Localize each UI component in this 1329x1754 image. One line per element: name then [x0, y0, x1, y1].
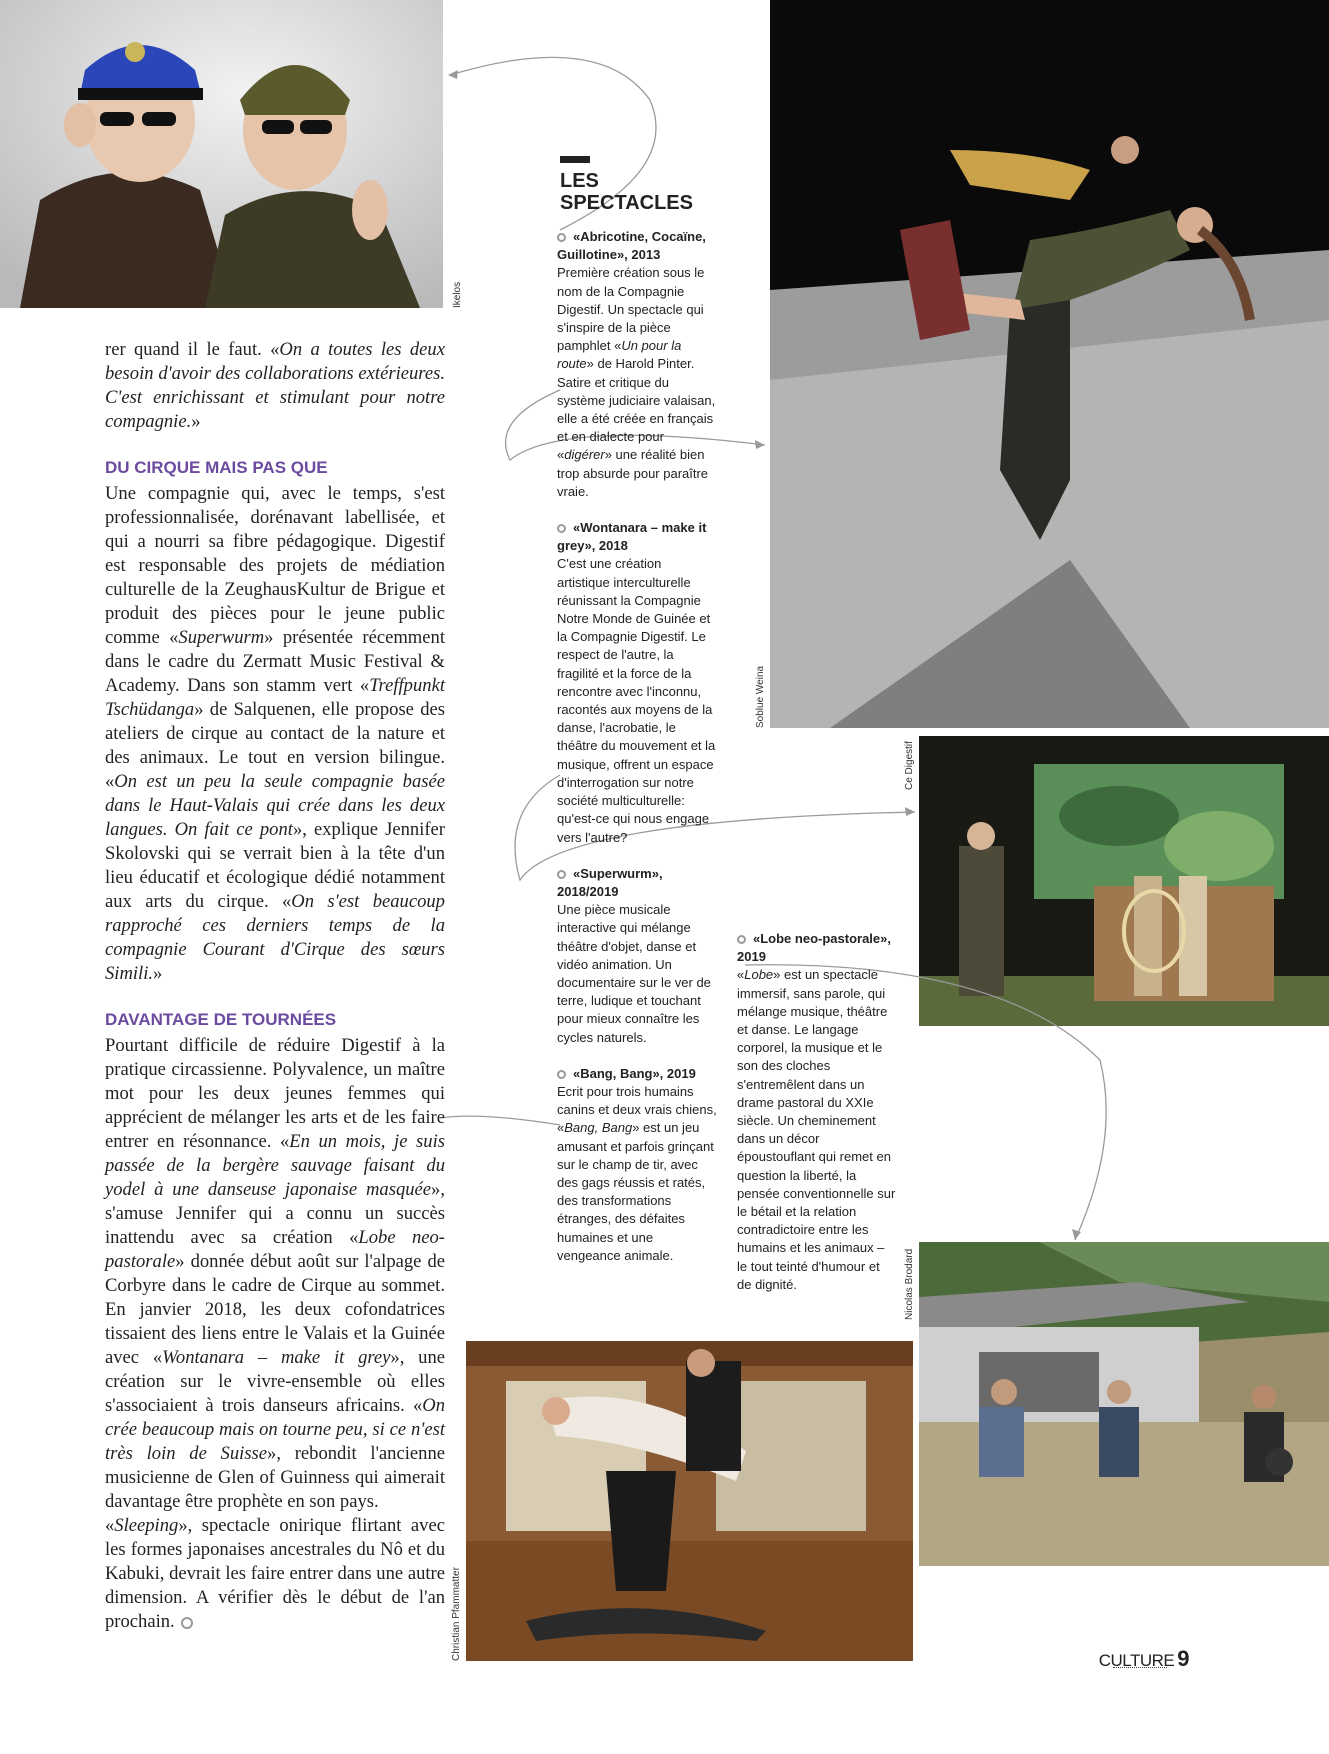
bullet-icon — [737, 935, 746, 944]
bullet-icon — [557, 524, 566, 533]
subheading-cirque: DU CIRQUE MAIS PAS QUE — [105, 458, 328, 477]
list-item: «Abricotine, Cocaïne, Guillotine», 2013 Première création sous le nom de la Compagnie Digestif. Un spectacle qui s'inspire de la pièce pamphlet «Un pour la route» de Harold Pinter. Satire et critique du système judiciaire valaisan, elle a été créée en français et en dialecte pour «digérer» une réalité bien trop absurde pour paraître vraie. — [557, 229, 716, 499]
intro-quote: On a toutes les deux besoin d'avoir des collaborations extérieures. C'est enrichissant et stimulant pour notre compagnie. — [105, 339, 445, 432]
sidebar-heading-line2: SPECTACLES — [560, 192, 693, 214]
sidebar-heading-line1: LES — [560, 170, 599, 192]
article-body — [105, 338, 445, 1634]
intro-end: » — [191, 411, 201, 432]
sidebar-column-1 — [557, 228, 717, 1283]
footer-section: CULTURE — [1098, 1651, 1175, 1670]
end-mark-icon — [181, 1617, 193, 1629]
paragraph-tournees: Pourtant difficile de réduire Digestif à la pratique circassienne. Polyvalence, un maître mot pour les deux jeunes femmes qui apprécient de mélanger les arts et de les faire entrer en résonnance. «En un mois, je suis passée de la bergère sauvage faisant du yodel à une danseuse japonaise masquée», s'amuse Jennifer qui a connu un succès inattendu avec sa création «Lobe neo-pastorale» donnée début août sur l'alpage de Corbyre dans le cadre de Cirque au sommet. En janvier 2018, les deux cofondatrices tissaient des liens entre le Valais et la Guinée avec «Wontanara – make it grey», une création sur le vivre-ensemble où elles s'associaient à trois danseurs africains. «On crée beaucoup mais on tourne peu, si ce n'est très loin de Suisse», rebondit l'ancienne musicienne de Glen of Guinness qui aimerait davantage être prophète en son pays. — [105, 1035, 445, 1512]
bullet-icon — [557, 870, 566, 879]
sidebar-heading — [560, 170, 693, 214]
footer-rule — [1113, 1667, 1167, 1671]
paragraph-sleeping: «Sleeping», spectacle onirique flirtant avec les formes japonaises ancestrales du Nô et du Kabuki, devrait les faire entrer dans une autre dimension. A vérifier dès le début de l'an prochain. — [105, 1515, 445, 1632]
intro-paragraph — [105, 338, 445, 434]
photo-credit-outdoor: Nicolas Brodard — [904, 1248, 915, 1320]
paragraph-cirque: Une compagnie qui, avec le temps, s'est professionnalisée, dorénavant labellisée, et qui a nourri sa fibre pédagogique. Digestif est responsable des projets de médiation culturelle de la ZeughausKultur de Brigue et produit des pièces pour le jeune public comme «Superwurm» présentée récemment dans le cadre du Zermatt Music Festival & Academy. Dans son stamm vert «Treffpunkt Tschüdanga» de Salquenen, elle propose des ateliers de cirque au contact de la nature et des animaux. Le tout en version bilingue. «On est un peu la seule compagnie basée dans le Haut-Valais qui crée dans les deux langues. On fait ce pont», explique Jennifer Skolovski qui se verrait bien à la tête d'un lieu éducatif et écologique dédié notamment aux arts du cirque. «On s'est beaucoup rapproché ces derniers temps de la compagnie Courant d'Cirque des sœurs Simili.» — [105, 483, 445, 984]
photo-credit-dance-top: Soblue Weina — [755, 665, 766, 728]
photo-credit-stage-right: Ce Digestif — [904, 741, 915, 790]
list-item: «Superwurm», 2018/2019 Une pièce musicale interactive qui mélange théâtre d'objet, danse et vidéo animation. Un documentaire sur le ver de terre, ludique et touchant pour mieux connaître les cycles naturels. — [557, 865, 711, 1045]
intro-text: rer quand il le faut. « — [105, 339, 280, 360]
subheading-tournees: DAVANTAGE DE TOURNÉES — [105, 1010, 337, 1029]
sidebar-heading-bar — [560, 156, 590, 163]
list-item: «Lobe neo-pastorale», 2019 «Lobe» est un spectacle immersif, sans parole, qui mélange musique, théâtre et danse. Le langage corporel, la musique et le son des cloches s'entremêlent dans un drame pastoral du XXIe siècle. Un cheminement dans un décor époustouflant qui remet en question la liberté, la pensée conventionnelle sur le bétail et la relation contradictoire entre les humains et les animaux – le tout teinté d'humour et de dignité. — [737, 931, 896, 1292]
page-number: 9 — [1177, 1646, 1189, 1671]
list-item: «Bang, Bang», 2019 Ecrit pour trois humains canins et deux vrais chiens, «Bang, Bang» est un jeu amusant et parfois grinçant sur le champ de tir, avec des gags réussis et ratés, des transformations étranges, des défaites humaines et une vengeance animale. — [557, 1065, 717, 1263]
bullet-icon — [557, 233, 566, 242]
list-item: «Wontanara – make it grey», 2018 C'est une création artistique interculturelle réunissant la Compagnie Notre Monde de Guinée et la Compagnie Digestif. Le respect de l'autre, la fragilité et la force de la rencontre avec l'inconnu, racontés aux moyens de la danse, l'acrobatie, le théâtre du mouvement et la musique, offrent un espace d'interrogation sur notre société multiculturelle: qu'est-ce qui nous engage vers l'autre? — [557, 520, 716, 845]
photo-credit-top-left: Ikelos — [452, 281, 463, 308]
bullet-icon — [557, 1070, 566, 1079]
sidebar-column-2 — [737, 930, 897, 1312]
photo-credit-bottom-center: Christian Pfammatter — [451, 1567, 462, 1661]
